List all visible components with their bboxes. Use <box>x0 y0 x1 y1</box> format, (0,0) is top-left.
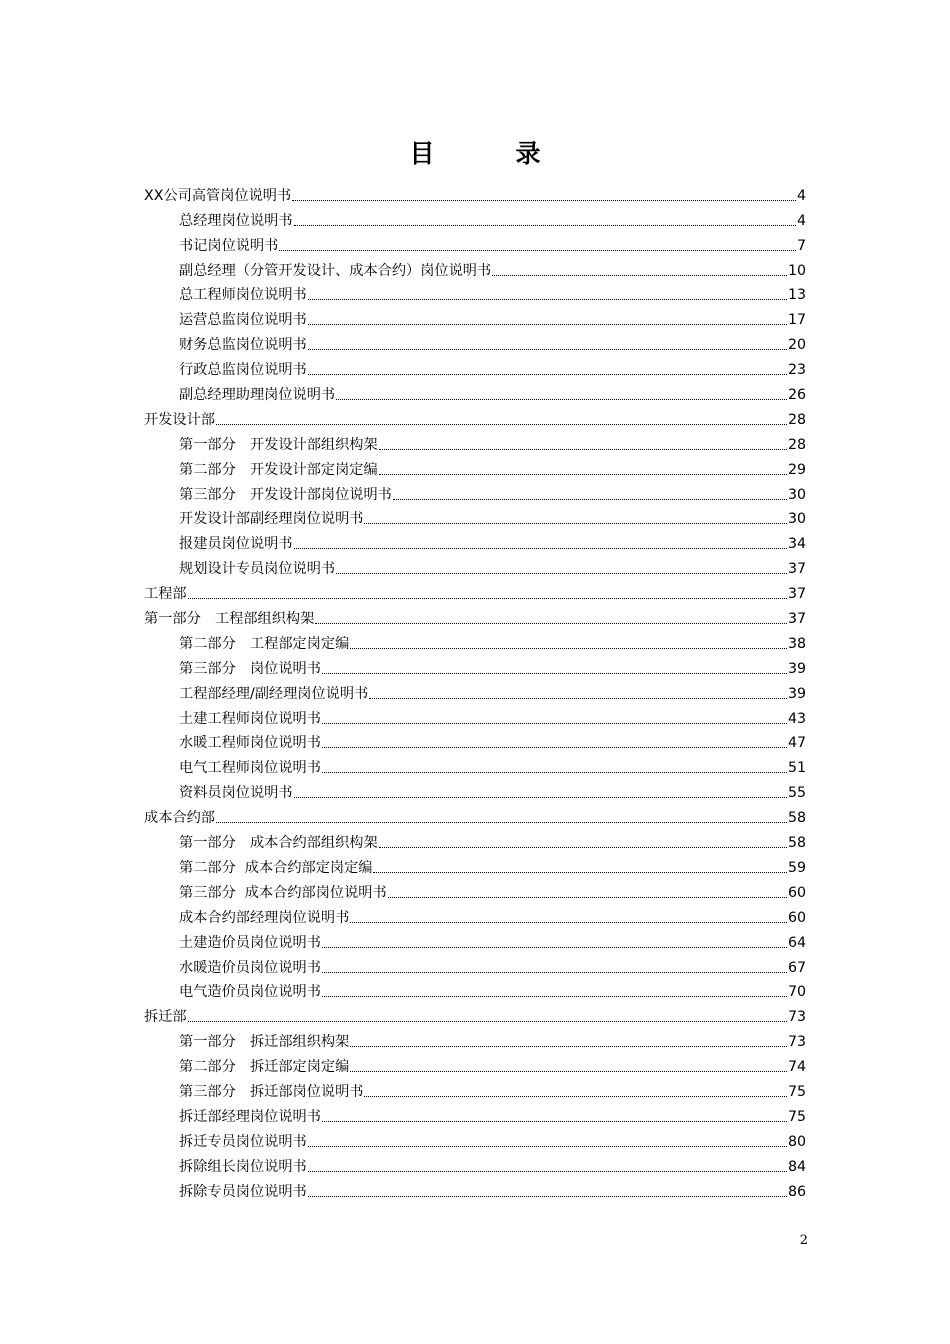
toc-entry-label: 资料员岗位说明书 <box>179 785 293 802</box>
toc-entry-label: 电气工程师岗位说明书 <box>179 760 321 777</box>
toc-dot-leader <box>322 723 787 724</box>
toc-dot-leader <box>492 275 787 276</box>
toc-entry-page: 38 <box>787 635 806 652</box>
toc-dot-leader <box>308 324 787 325</box>
toc-entry[interactable] <box>144 877 806 902</box>
toc-entry[interactable] <box>144 703 806 728</box>
toc-entry-label: 拆迁部 <box>144 1009 187 1026</box>
toc-entry[interactable] <box>144 479 806 504</box>
toc-dot-leader <box>308 299 787 300</box>
toc-entry[interactable] <box>144 852 806 877</box>
toc-entry-page: 28 <box>787 411 806 428</box>
toc-entry-label: 第三部分 岗位说明书 <box>179 660 321 677</box>
toc-entry[interactable] <box>144 1176 806 1201</box>
toc-dot-leader <box>322 747 787 748</box>
toc-entry-page: 47 <box>787 735 806 752</box>
toc-title: 目 录 <box>409 139 569 168</box>
toc-entry-page: 17 <box>787 312 806 329</box>
toc-dot-leader <box>188 1021 787 1022</box>
toc-entry-label: 行政总监岗位说明书 <box>179 362 307 379</box>
toc-entry-page: 74 <box>787 1059 806 1076</box>
toc-entry-page: 30 <box>787 511 806 528</box>
toc-entry[interactable] <box>144 180 806 205</box>
toc-entry-label: 第一部分 开发设计部组织构架 <box>179 436 378 453</box>
toc-entry-label: 土建工程师岗位说明书 <box>179 710 321 727</box>
toc-entry-label: XX公司高管岗位说明书 <box>144 187 292 204</box>
toc-entry-label: 副总经理（分管开发设计、成本合约）岗位说明书 <box>179 262 492 279</box>
toc-dot-leader <box>315 623 787 624</box>
toc-entry-label: 拆迁部经理岗位说明书 <box>179 1108 321 1125</box>
toc-dot-leader <box>336 399 787 400</box>
toc-entry[interactable] <box>144 1151 806 1176</box>
toc-entry-page: 37 <box>787 561 806 578</box>
toc-entry-page: 80 <box>787 1133 806 1150</box>
toc-entry-page: 75 <box>787 1108 806 1125</box>
toc-entry[interactable] <box>144 578 806 603</box>
toc-dot-leader <box>369 698 787 699</box>
toc-entry-label: 拆迁专员岗位说明书 <box>179 1133 307 1150</box>
toc-dot-leader <box>373 872 786 873</box>
toc-entry-page: 73 <box>787 1009 806 1026</box>
toc-entry-label: 第二部分 工程部定岗定编 <box>179 635 350 652</box>
toc-entry-label: 总经理岗位说明书 <box>179 212 293 229</box>
toc-entry[interactable] <box>144 454 806 479</box>
toc-dot-leader <box>379 449 787 450</box>
toc-entry-page: 13 <box>787 287 806 304</box>
toc-dot-leader <box>350 1071 787 1072</box>
toc-entry-page: 55 <box>787 785 806 802</box>
toc-entry-label: 运营总监岗位说明书 <box>179 312 307 329</box>
toc-entry-label: 拆除组长岗位说明书 <box>179 1158 307 1175</box>
toc-entry[interactable] <box>144 1126 806 1151</box>
toc-entry-label: 水暖造价员岗位说明书 <box>179 959 321 976</box>
toc-entry-page: 7 <box>796 237 806 254</box>
toc-dot-leader <box>350 1046 787 1047</box>
toc-entry[interactable] <box>144 777 806 802</box>
toc-entry[interactable] <box>144 1001 806 1026</box>
table-of-contents <box>144 180 806 1201</box>
toc-dot-leader <box>292 200 796 201</box>
toc-entry[interactable] <box>144 802 806 827</box>
toc-entry[interactable] <box>144 678 806 703</box>
toc-entry[interactable] <box>144 728 806 753</box>
toc-entry[interactable] <box>144 752 806 777</box>
toc-entry-label: 成本合约部 <box>144 810 215 827</box>
toc-dot-leader <box>388 897 787 898</box>
toc-entry-page: 37 <box>787 586 806 603</box>
toc-dot-leader <box>308 1146 787 1147</box>
toc-dot-leader <box>379 474 787 475</box>
toc-dot-leader <box>308 374 787 375</box>
toc-entry[interactable] <box>144 379 806 404</box>
toc-entry[interactable] <box>144 1026 806 1051</box>
toc-entry-page: 70 <box>787 984 806 1001</box>
page-number: 2 <box>799 1233 808 1248</box>
toc-entry[interactable] <box>144 404 806 429</box>
toc-entry-label: 工程部 <box>144 586 187 603</box>
toc-entry[interactable] <box>144 528 806 553</box>
toc-entry[interactable] <box>144 304 806 329</box>
toc-entry-label: 规划设计专员岗位说明书 <box>179 561 336 578</box>
toc-dot-leader <box>216 424 787 425</box>
toc-dot-leader <box>336 573 787 574</box>
toc-entry-page: 10 <box>787 262 806 279</box>
toc-entry-label: 工程部经理/副经理岗位说明书 <box>179 685 369 702</box>
toc-dot-leader <box>279 250 796 251</box>
toc-entry[interactable] <box>144 230 806 255</box>
toc-entry-page: 37 <box>787 611 806 628</box>
toc-entry-label: 财务总监岗位说明书 <box>179 337 307 354</box>
toc-dot-leader <box>322 1121 787 1122</box>
toc-dot-leader <box>393 499 787 500</box>
toc-entry[interactable] <box>144 1101 806 1126</box>
toc-entry[interactable] <box>144 653 806 678</box>
toc-entry-label: 开发设计部副经理岗位说明书 <box>179 511 364 528</box>
toc-entry-label: 拆除专员岗位说明书 <box>179 1183 307 1200</box>
toc-entry[interactable] <box>144 255 806 280</box>
toc-entry[interactable] <box>144 977 806 1002</box>
toc-entry-page: 58 <box>787 810 806 827</box>
toc-entry-label: 第一部分 工程部组织构架 <box>144 611 315 628</box>
toc-entry-label: 第二部分 成本合约部定岗定编 <box>179 859 373 876</box>
toc-entry-page: 20 <box>787 337 806 354</box>
toc-entry-label: 土建造价员岗位说明书 <box>179 934 321 951</box>
toc-entry[interactable] <box>144 952 806 977</box>
toc-dot-leader <box>294 225 796 226</box>
toc-entry[interactable] <box>144 628 806 653</box>
toc-entry-page: 86 <box>787 1183 806 1200</box>
toc-entry-label: 第一部分 拆迁部组织构架 <box>179 1034 350 1051</box>
toc-dot-leader <box>188 598 787 599</box>
toc-entry-page: 23 <box>787 362 806 379</box>
toc-dot-leader <box>322 996 787 997</box>
toc-dot-leader <box>350 922 787 923</box>
toc-entry-page: 67 <box>787 959 806 976</box>
toc-dot-leader <box>322 947 787 948</box>
toc-entry-label: 电气造价员岗位说明书 <box>179 984 321 1001</box>
toc-entry-label: 成本合约部经理岗位说明书 <box>179 909 350 926</box>
toc-entry-page: 59 <box>787 859 806 876</box>
toc-entry-page: 51 <box>787 760 806 777</box>
toc-entry-page: 58 <box>787 835 806 852</box>
toc-entry-page: 4 <box>796 212 806 229</box>
toc-entry[interactable] <box>144 1076 806 1101</box>
toc-dot-leader <box>322 772 787 773</box>
toc-entry[interactable] <box>144 1051 806 1076</box>
toc-entry-label: 第三部分 开发设计部岗位说明书 <box>179 486 392 503</box>
toc-dot-leader <box>322 673 787 674</box>
toc-entry[interactable] <box>144 927 806 952</box>
toc-entry-page: 39 <box>787 660 806 677</box>
toc-entry-page: 84 <box>787 1158 806 1175</box>
toc-entry[interactable] <box>144 429 806 454</box>
toc-entry-page: 26 <box>787 387 806 404</box>
toc-entry-label: 报建员岗位说明书 <box>179 536 293 553</box>
toc-entry-page: 28 <box>787 436 806 453</box>
toc-dot-leader <box>350 648 787 649</box>
toc-entry-label: 第一部分 成本合约部组织构架 <box>179 835 378 852</box>
toc-entry[interactable] <box>144 329 806 354</box>
toc-entry-page: 75 <box>787 1083 806 1100</box>
toc-entry-page: 73 <box>787 1034 806 1051</box>
toc-dot-leader <box>379 847 787 848</box>
toc-entry[interactable] <box>144 205 806 230</box>
toc-entry-label: 副总经理助理岗位说明书 <box>179 387 336 404</box>
toc-entry[interactable] <box>144 553 806 578</box>
toc-entry-page: 29 <box>787 461 806 478</box>
toc-dot-leader <box>294 548 787 549</box>
toc-dot-leader <box>308 349 787 350</box>
toc-dot-leader <box>364 523 786 524</box>
toc-entry-label: 水暖工程师岗位说明书 <box>179 735 321 752</box>
toc-entry-page: 64 <box>787 934 806 951</box>
toc-entry[interactable] <box>144 280 806 305</box>
toc-dot-leader <box>308 1196 787 1197</box>
toc-entry-page: 30 <box>787 486 806 503</box>
toc-entry-label: 第二部分 开发设计部定岗定编 <box>179 461 378 478</box>
toc-dot-leader <box>308 1171 787 1172</box>
toc-entry[interactable] <box>144 902 806 927</box>
toc-entry[interactable] <box>144 827 806 852</box>
toc-dot-leader <box>364 1096 786 1097</box>
toc-entry-page: 43 <box>787 710 806 727</box>
toc-entry-page: 4 <box>796 187 806 204</box>
toc-dot-leader <box>294 797 787 798</box>
toc-entry-label: 第三部分 成本合约部岗位说明书 <box>179 884 387 901</box>
toc-dot-leader <box>322 972 787 973</box>
toc-entry[interactable] <box>144 504 806 529</box>
toc-entry-label: 第三部分 拆迁部岗位说明书 <box>179 1083 364 1100</box>
toc-entry-page: 39 <box>787 685 806 702</box>
toc-dot-leader <box>216 822 787 823</box>
toc-entry-label: 第二部分 拆迁部定岗定编 <box>179 1059 350 1076</box>
toc-entry-label: 总工程师岗位说明书 <box>179 287 307 304</box>
toc-entry-page: 60 <box>787 884 806 901</box>
toc-entry-page: 34 <box>787 536 806 553</box>
toc-entry-label: 开发设计部 <box>144 411 215 428</box>
toc-entry[interactable] <box>144 603 806 628</box>
toc-entry-label: 书记岗位说明书 <box>179 237 279 254</box>
toc-entry[interactable] <box>144 354 806 379</box>
toc-entry-page: 60 <box>787 909 806 926</box>
